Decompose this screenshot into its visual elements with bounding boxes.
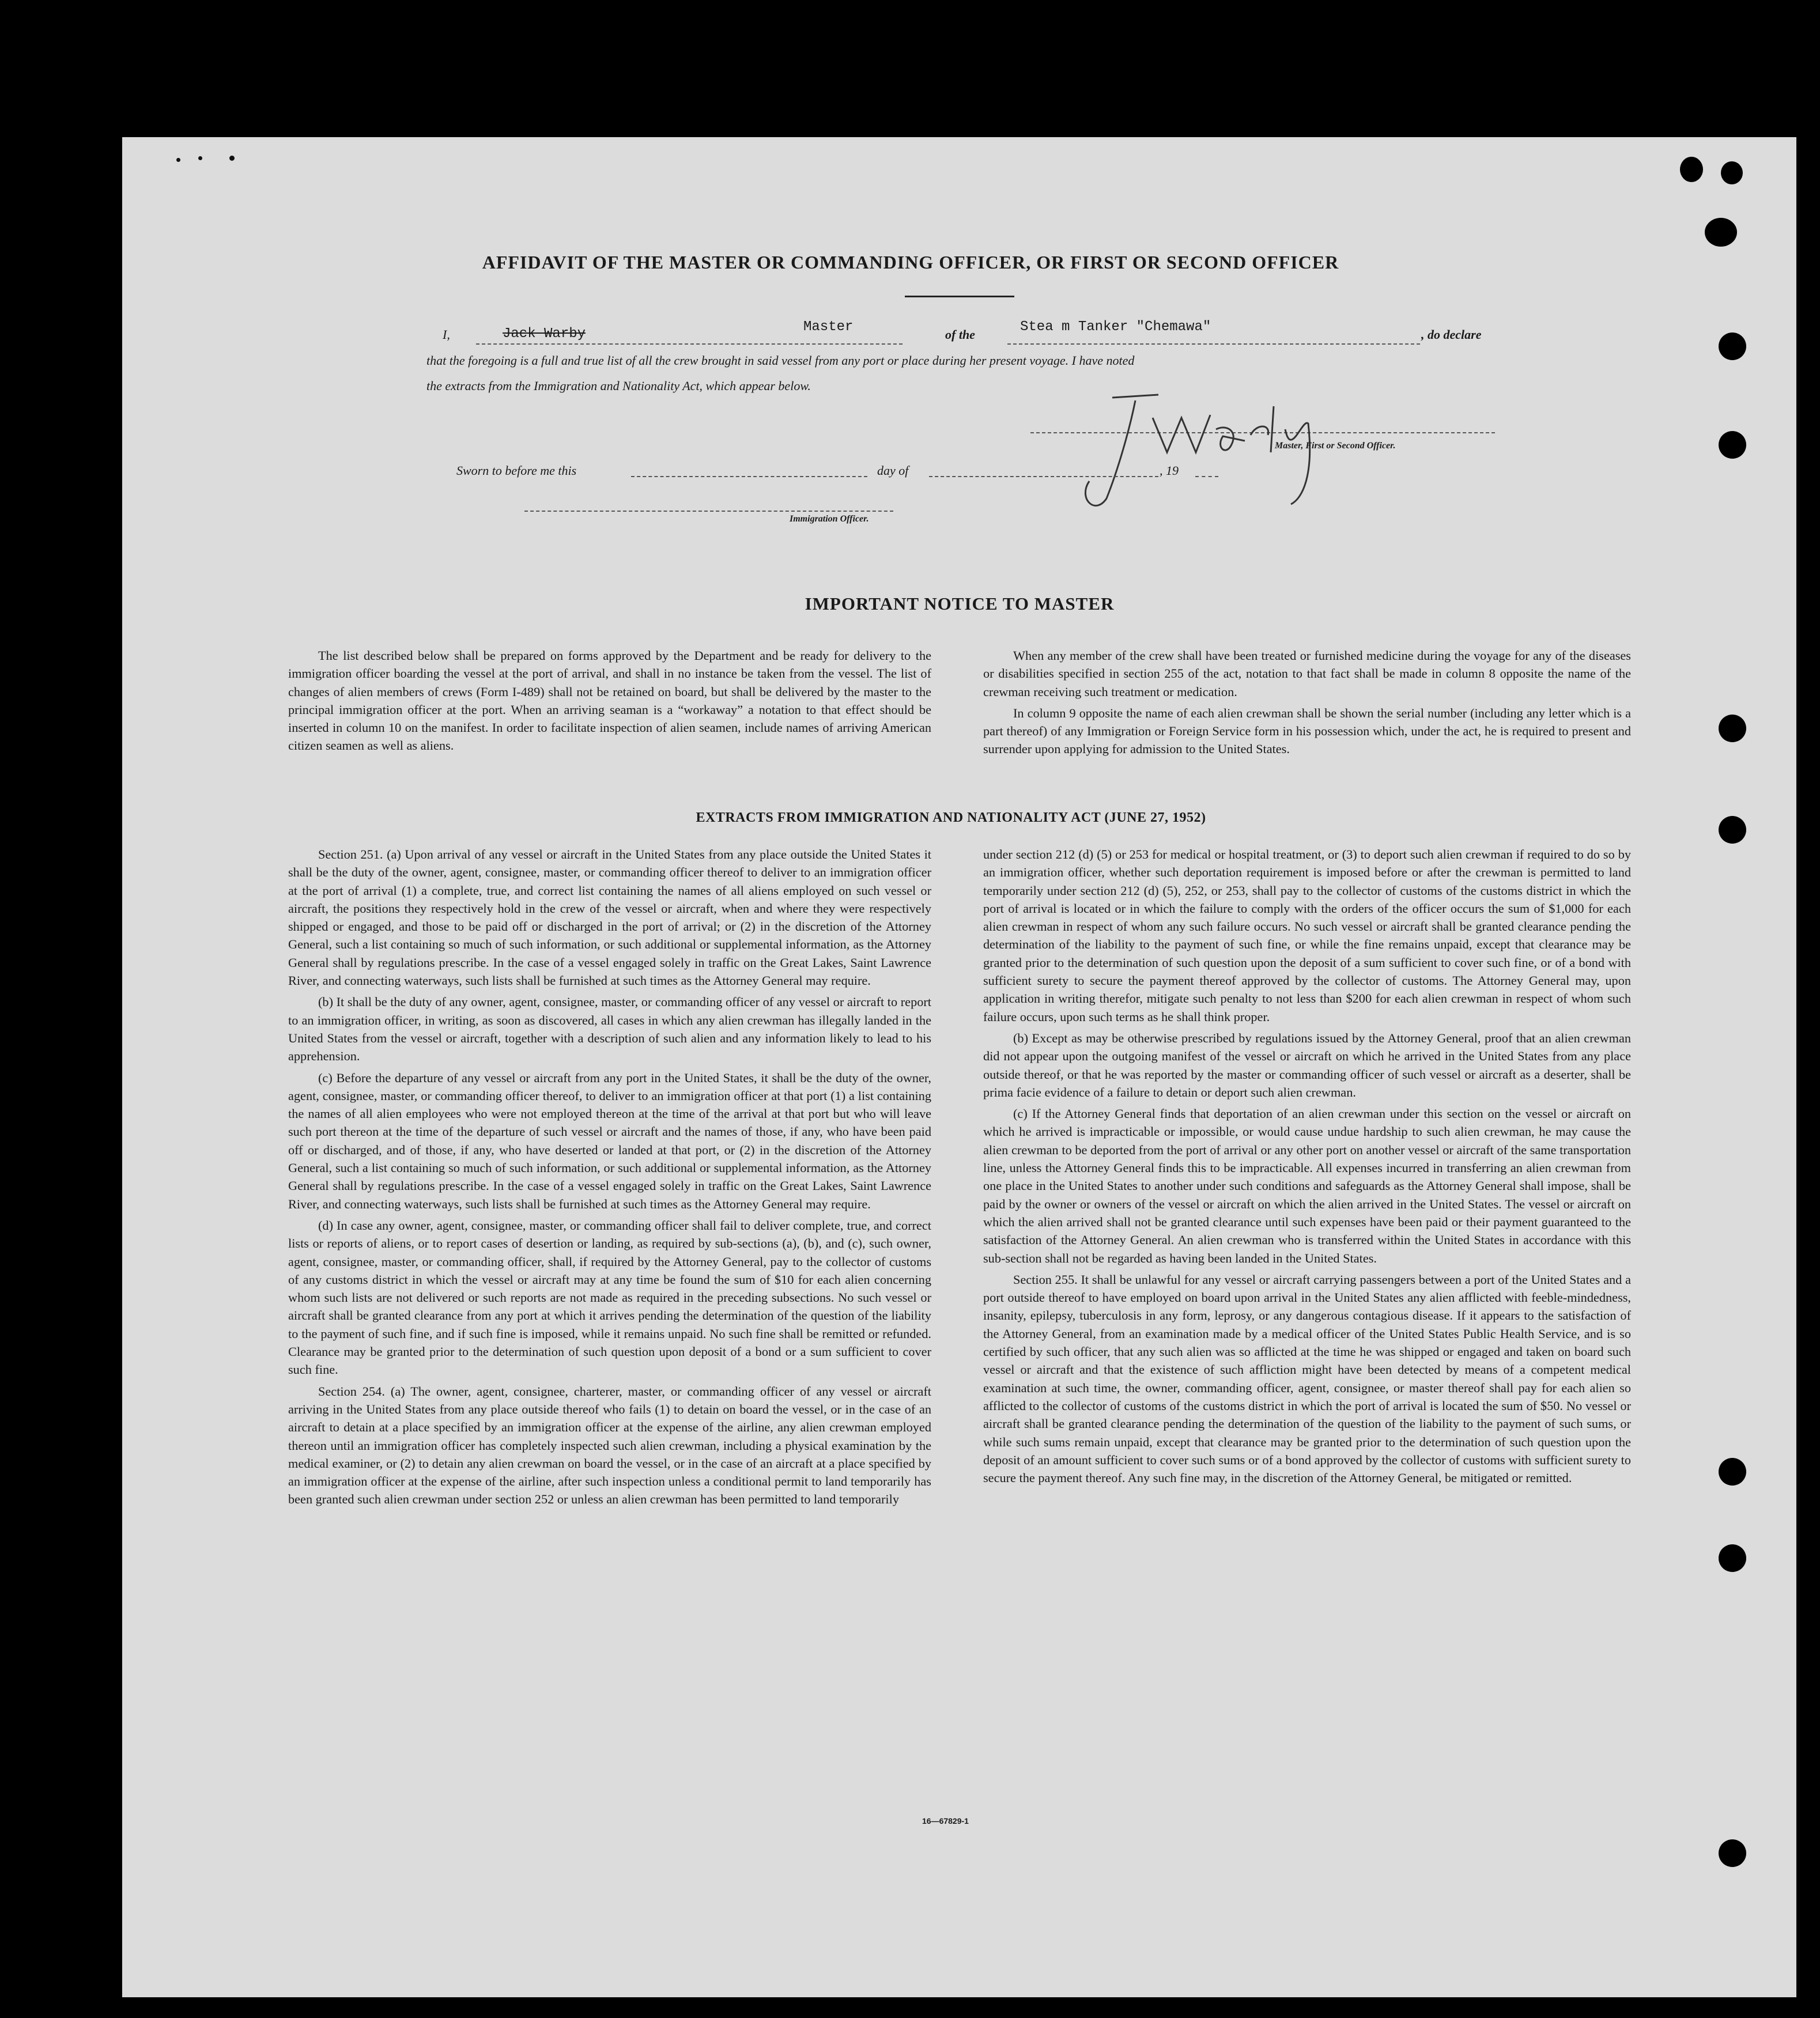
extract-paragraph: Section 254. (a) The owner, agent, consignee, charterer, master, or commanding officer of any vessel or aircraft arriving in the United States from any place outside thereof who fails (1) to detain on board the vessel, or in the case of an aircraft to detain at a place specified by an immigration officer at the expense of the airline, any alien crewman employed thereon until an immigration officer has completely inspected such alien crewman, including a physical examination by the medical examiner, or (2) to detain any alien crewman on board the vessel, or in the case of an aircraft at a place specified by an immigration officer at the expense of the airline, after such inspection unless a conditional permit to land temporarily has been granted such alien crewman under section 252 or unless an alien crewman has been permitted to land temporarily (288, 1384, 931, 1507)
extract-paragraph: Section 255. It shall be unlawful for any vessel or aircraft carrying passengers between a port of the United States and a port outside thereof to have employed on board upon arrival in the United States any alien afflicted with feeble-mindedness, insanity, epilepsy, tuberculosis in any form, leprosy, or any dangerous contagious disease. If it appears to the satisfaction of the Attorney General, from an examination made by a medical officer of the United States Public Health Service, and is so certified by such officer, that any such alien was so afflicted at the time he was shipped or engaged and taken on board such vessel or aircraft and that the existence of such affliction might have been detected by means of a competent medical examination at such time, the owner, commanding officer, agent, consignee, or master thereof shall pay for each alien so afflicted to the collector of customs of the customs district in which the port of arrival is located the sum of $50. No vessel or aircraft shall be granted clearance pending the determination of the question of the liability to the payment of such sums, or while such sums remain unpaid, except that clearance may be granted prior to the determination of such question upon the deposit of an amount sufficient to cover such sums or of a bond approved by the collector of customs with sufficient surety to secure the payment thereof. Any such fine may, in the discretion of the Attorney General, be mitigated or remitted. (983, 1272, 1631, 1486)
extract-paragraph: (c) If the Attorney General finds that deportation of an alien crewman under this section on the vessel or aircraft on which he arrived is impracticable or impossible, or would cause undue hardship to such alien crewman, he may cause the alien crewman to be deported from the port of arrival or any other port on another vessel or aircraft of the same transportation line, unless the Attorney General finds this to be impracticable. All expenses incurred in transferring an alien crewman from one place in the United States to another under such conditions and safeguards as the Attorney General shall impose, shall be paid by the owner or owners of the vessel or aircraft on which the alien arrived in the United States. The vessel or aircraft on which the alien arrived shall not be granted clearance until such expenses have been paid or their payment guaranteed to the satisfaction of the Attorney General. An alien crewman who is transferred within the United States in accordance with this sub-section shall not be regarded as having been landed in the United States. (983, 1106, 1631, 1265)
sworn-month-field[interactable] (929, 476, 1158, 477)
extracts-left-column (288, 845, 931, 1512)
year-label: , 19 (1160, 463, 1179, 478)
master-name: Jack Warby (503, 326, 586, 342)
punch-hole (1705, 218, 1737, 247)
speck (229, 156, 235, 161)
of-the-label: of the (945, 327, 975, 342)
immigration-officer-label: Immigration Officer. (790, 514, 869, 524)
punch-hole (1719, 1458, 1746, 1486)
extract-paragraph: (b) It shall be the duty of any owner, agent, consignee, master, or commanding officer of any vessel or aircraft to report to an immigration officer, in writing, as soon as discovered, all cases in which any alien crewman has illegally landed in the United States from the vessel or aircraft, together with a description of such alien and any information likely to lead to his apprehension. (288, 995, 931, 1064)
sworn-year-field[interactable] (1195, 476, 1218, 477)
title-rule (905, 296, 1014, 297)
punch-hole (1680, 157, 1703, 182)
notice-title: IMPORTANT NOTICE TO MASTER (805, 594, 1115, 614)
name-field[interactable] (476, 319, 903, 345)
notice-right-paragraph-2: In column 9 opposite the name of each alien crewman shall be shown the serial number (including any letter which is a part thereof) of any Immigration or Foreign Service form in his possession which, under the act, he is required to present and surrender upon applying for admission to the United States. (983, 705, 1631, 757)
punch-hole (1719, 332, 1746, 360)
punch-hole (1719, 715, 1746, 742)
master-rank: Master (803, 319, 854, 335)
punch-hole (1721, 161, 1743, 184)
notice-left-column (288, 647, 931, 758)
speck (176, 158, 180, 162)
extract-paragraph: (d) In case any owner, agent, consignee, master, or commanding officer shall fail to deliver complete, true, and correct lists or reports of aliens, or to report cases of desertion or landing, as required by sub-sections (a), (b), and (c), such owner, agent, consignee, master, or commanding officer, shall, if required by the Attorney General, pay to the collector of customs of any customs district in which the vessel or aircraft may at any time be found the sum of $10 for each alien concerning whom such lists are not delivered or such reports are not made as required in the preceding subsections. No such vessel or aircraft shall be granted clearance from any port at which it arrives pending the determination of the question of the liability to the payment of such fine, and if such fine is imposed, while it remains unpaid. No such fine shall be remitted or refunded. Clearance may be granted prior to the determination of such question upon deposit of a bond or a sum sufficient to cover such fine. (288, 1218, 931, 1377)
notice-right-paragraph-1: When any member of the crew shall have been treated or furnished medicine during the voyage for any of the diseases or disabilities specified in section 255 of the act, notation to that fact shall be made in column 8 opposite the name of the crewman receiving such treatment or medication. (983, 648, 1631, 699)
affidavit-line-3: the extracts from the Immigration and Nationality Act, which appear below. (426, 379, 811, 393)
affidavit-i-label: I, (443, 327, 450, 342)
extract-paragraph: under section 212 (d) (5) or 253 for medical or hospital treatment, or (3) to deport such alien crewman if required to do so by an immigration officer, whether such deportation requirement is imposed before or after the crewman is permitted to land temporarily under section 212 (d) (5), 252, or 253, shall pay to the collector of customs of the customs district in which the port of arrival is located or in which the failure to comply with the orders of the officer occurs the sum of $1,000 for each alien crewman in respect of whom any such failure occurs. No such vessel or aircraft shall be granted clearance pending the determination of the liability to the payment of such fine, or while the fine remains unpaid, except that clearance may be granted prior to the determination of such question upon the deposit of a sum sufficient to cover such fine, or of a bond with sufficient surety to secure the payment thereof approved by the collector of customs. The Attorney General may, upon application in writing therefor, mitigate such penalty to not less than $200 for each alien crewman in respect of whom such failure occurs, upon such terms as he shall think proper. (983, 847, 1631, 1024)
affidavit-line-2: that the foregoing is a full and true list of all the crew brought in said vessel from any port or place during her present voyage. I have noted (426, 353, 1135, 368)
form-code: 16—67829-1 (922, 1816, 969, 1826)
officer-label: Master, First or Second Officer. (1275, 441, 1396, 451)
extract-paragraph: (b) Except as may be otherwise prescribed by regulations issued by the Attorney General, proof that an alien crewman did not appear upon the outgoing manifest of the vessel or aircraft on which he arrived in the United States from any place outside thereof, or that he was reported by the master or commanding officer of such vessel or aircraft as a deserter, shall be prima facie evidence of a failure to detain or deport such alien crewman. (983, 1030, 1631, 1099)
notice-left-paragraph: The list described below shall be prepared on forms approved by the Department and be ready for delivery to the immigration officer boarding the vessel at the port of arrival, and shall in no instance be taken from the vessel. The list of changes of alien members of crews (Form I-489) shall not be retained on board, but shall be delivered by the master to the principal immigration officer at the port. When an arriving seaman is a “workaway” a notation to that effect should be inserted in column 10 on the manifest. In order to facilitate inspection of alien seamen, include names of arriving American citizen seamen as well as aliens. (288, 648, 931, 753)
punch-hole (1719, 1839, 1746, 1867)
sworn-date-field[interactable] (631, 476, 867, 477)
extract-paragraph: (c) Before the departure of any vessel or aircraft from any port in the United States, it shall be the duty of the owner, agent, consignee, master, or commanding officer thereof, to deliver to an immigration officer at that port (1) a list containing the names of all alien employees who were not employed thereon at the time of the arrival at that port but who will leave such port thereon at the time of the departure of such vessel or aircraft and the names of those, if any, who have been paid off or discharged, and of those, if any, who have deserted or landed at that port, or (2) in the discretion of the Attorney General, such a list containing so much of such information, or such additional or supplemental information, as the Attorney General shall by regulations prescribe. In the case of a vessel engaged solely in traffic on the Great Lakes, Saint Lawrence River, and connecting waterways, such lists shall be furnished at such times as the Attorney General may require. (288, 1070, 931, 1211)
day-of-label: day of (877, 463, 909, 478)
speck (198, 156, 202, 160)
punch-hole (1719, 431, 1746, 459)
affidavit-title: AFFIDAVIT OF THE MASTER OR COMMANDING OFFICER, OR FIRST OR SECOND OFFICER (482, 252, 1339, 273)
punch-hole (1719, 816, 1746, 844)
extracts-title: EXTRACTS FROM IMMIGRATION AND NATIONALITY ACT (JUNE 27, 1952) (696, 810, 1206, 825)
do-declare-label: , do declare (1421, 327, 1482, 342)
vessel-field[interactable] (1007, 319, 1420, 345)
notice-right-column (983, 647, 1631, 762)
immigration-officer-line[interactable] (524, 511, 893, 512)
sworn-label: Sworn to before me this (456, 463, 577, 478)
vessel-name: Stea m Tanker "Chemawa" (1020, 319, 1211, 335)
punch-hole (1719, 1544, 1746, 1572)
extract-paragraph: Section 251. (a) Upon arrival of any vessel or aircraft in the United States from any place outside the United States it shall be the duty of the owner, agent, consignee, master, or commanding officer thereof to deliver to an immigration officer at the port of arrival (1) a complete, true, and correct list containing the names of all aliens employed on such vessel or aircraft, the positions they respectively hold in the crew of the vessel or aircraft, when and where they were respectively shipped or engaged, and those to be paid off or discharged in the port of arrival; or (2) in the discretion of the Attorney General, such a list containing so much of such information, or such additional or supplemental information, as the Attorney General shall by regulations prescribe. In the case of a vessel engaged solely in traffic on the Great Lakes, Saint Lawrence River, and connecting waterways, such lists shall be furnished at such times as the Attorney General may require. (288, 847, 931, 988)
extracts-right-column (983, 845, 1631, 1490)
